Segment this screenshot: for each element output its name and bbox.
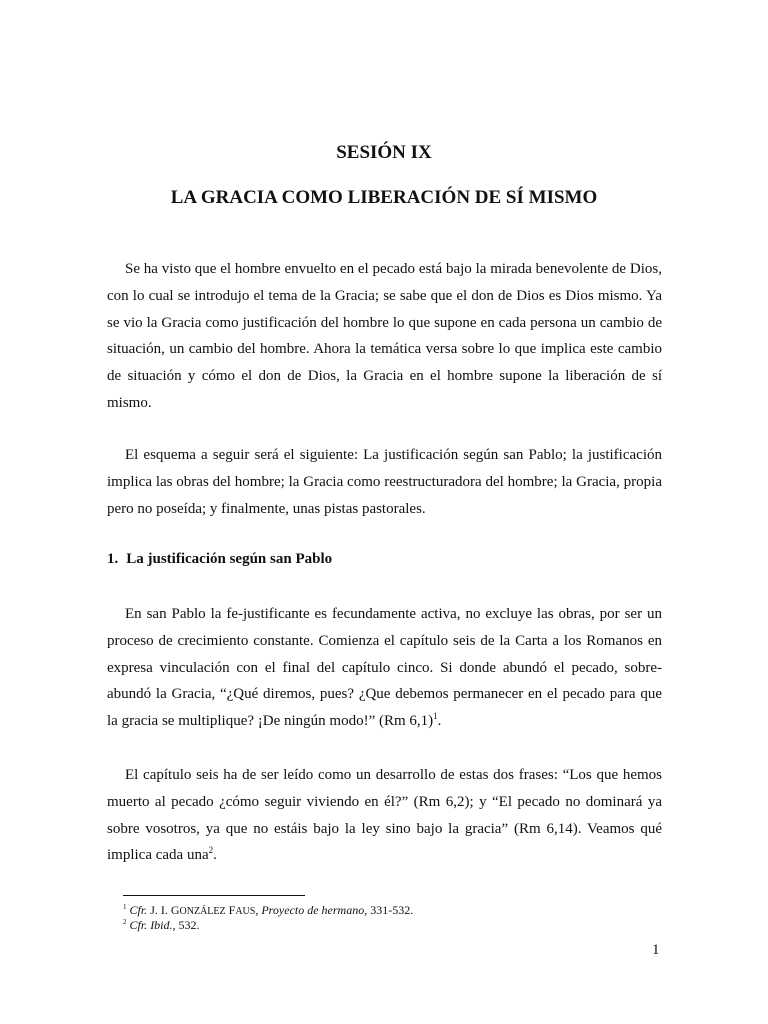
author-name: GONZÁLEZ FAUS xyxy=(170,903,256,917)
footnote-pages: , 532. xyxy=(172,918,200,932)
footnote-reference[interactable]: 2 xyxy=(208,845,214,856)
paragraph-text: En san Pablo la fe-justificante es fecundamente activa, no excluye las obras, por ser un proceso de crecimiento constante. Comienza el capítulo seis de la Carta a los Romanos en expresa vinculación con el final del capítulo cinco. Si donde abundó el pecado, sobre-abundó la Gracia, “¿Qué diremos, pues? ¿Que debemos permanecer en el pecado para que la gracia se multiplique? ¡De ningún modo!” (Rm 6,1) xyxy=(107,606,662,730)
body-paragraph xyxy=(107,762,662,869)
footnote-separator xyxy=(123,895,305,896)
footnote-reference[interactable]: 1 xyxy=(433,711,438,722)
footnote: $^1$ Cfr. J. I. GONZÁLEZ FAUS, Proyecto de hermano, 331-532. xyxy=(123,903,414,917)
outline-paragraph: El esquema a seguir será el siguiente: La justificación según san Pablo; la justificación implica las obras del hombre; la Gracia como reestructuradora del hombre; la Gracia, propia pero no poseída; y finalmente, unas pistas pastorales. xyxy=(107,447,662,517)
footnote-ibid: Ibid. xyxy=(150,918,173,932)
section-number: 1. xyxy=(107,551,119,567)
footnote-number: 1 xyxy=(123,903,127,911)
page-number: 1 xyxy=(652,942,660,958)
intro-paragraph: Se ha visto que el hombre envuelto en el pecado está bajo la mirada benevolente de Dios, con lo cual se introdujo el tema de la Gracia; se sabe que el don de Dios es Dios mismo. Ya se vio la Gracia como justificación del hombre lo que supone en cada persona un cambio de situación, un cambio del hombre. Ahora la temática versa sobre lo que implica este cambio de situación y cómo el don de Dios, la Gracia en el hombre supone la liberación de sí mismo. xyxy=(107,261,662,411)
chapter-title: LA GRACIA COMO LIBERACIÓN DE SÍ MISMO xyxy=(170,187,598,208)
footnote-number: 2 xyxy=(123,918,127,926)
section-title: La justificación según san Pablo xyxy=(126,551,333,567)
section-heading xyxy=(107,551,332,568)
footnote-cfr: Cfr. xyxy=(129,918,148,932)
work-title: Proyecto de hermano xyxy=(261,903,365,917)
body-paragraph xyxy=(107,601,662,735)
footnote-cfr: Cfr. xyxy=(129,903,148,917)
paragraph-end: . xyxy=(213,847,217,864)
paragraph-text: El capítulo seis ha de ser leído como un desarrollo de estas dos frases: “Los que hemos muerto al pecado ¿cómo seguir viviendo en él?” (Rm 6,2); y “El pecado no dominará ya sobre vosotros, ya que no estáis bajo la ley sino bajo la gracia” (Rm 6,14). Veamos qué implica cada una xyxy=(107,767,662,864)
session-title: SESIÓN IX xyxy=(336,142,432,163)
paragraph-end: . xyxy=(437,713,442,730)
footnote-pages: , 331-532. xyxy=(364,903,414,917)
author-initials: J. I. xyxy=(150,903,168,917)
footnote xyxy=(123,918,200,932)
